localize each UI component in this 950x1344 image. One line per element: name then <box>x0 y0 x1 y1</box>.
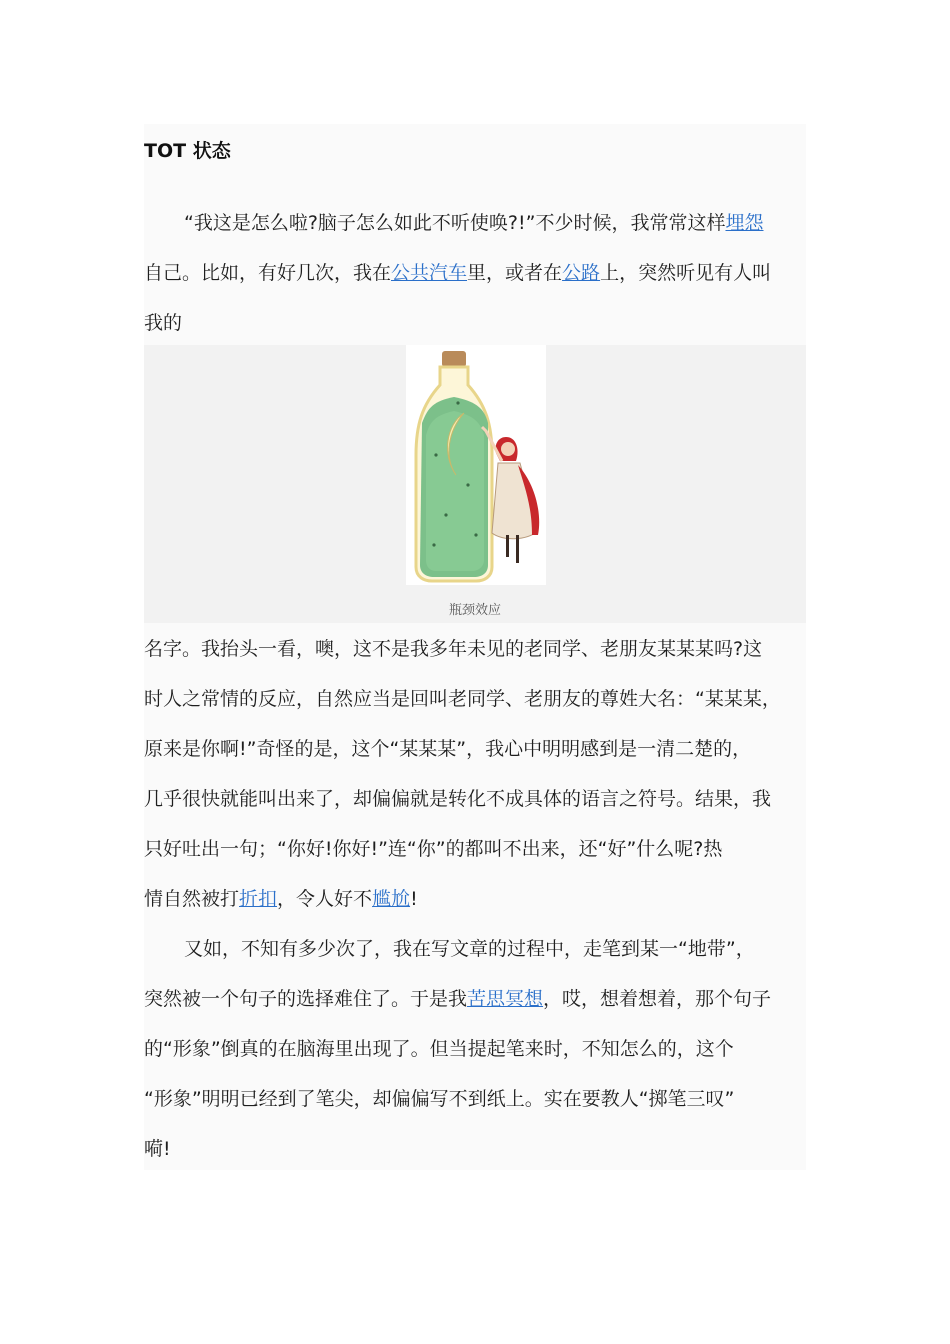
text-line <box>144 974 824 1024</box>
text-line: “形象”明明已经到了笔尖，却偏偏写不到纸上。实在要教人“掷笔三叹” <box>144 1088 735 1110</box>
link-bus[interactable]: 公共汽车 <box>391 262 468 284</box>
text-run: 上，突然听见有人叫 <box>600 262 772 284</box>
text-run: ! <box>410 888 418 910</box>
text-line: 原来是你啊!”奇怪的是，这个“某某某”，我心中明明感到是一清二楚的， <box>144 738 752 760</box>
bottle-illustration <box>406 345 546 585</box>
text-run: 里，或者在 <box>467 262 563 284</box>
text-line: 几乎很快就能叫出来了，却偏偏就是转化不成具体的语言之符号。结果，我 <box>144 788 772 810</box>
text-run: 自己。比如，有好几次，我在 <box>144 262 392 284</box>
text-line <box>144 198 824 248</box>
figure <box>144 345 806 623</box>
text-run: ，哎，想着想着，那个句子 <box>543 988 772 1010</box>
text-line: 嗬! <box>144 1138 171 1160</box>
paragraph-1 <box>144 198 824 348</box>
paragraph-3 <box>144 924 824 1174</box>
text-run: ，令人好不 <box>277 888 373 910</box>
document-page <box>144 124 806 1170</box>
text-line: 时人之常情的反应，自然应当是回叫老同学、老朋友的尊姓大名：“某某某， <box>144 688 781 710</box>
text-line <box>144 874 824 924</box>
text-line: 只好吐出一句；“你好!你好!”连“你”的都叫不出来，还“好”什么呢?热 <box>144 838 723 860</box>
text-run: 突然被一个句子的选择难住了。于是我 <box>144 988 468 1010</box>
text-line: 名字。我抬头一看，噢，这不是我多年未见的老同学、老朋友某某某吗?这 <box>144 638 763 660</box>
figure-caption: 瓶颈效应 <box>448 603 501 618</box>
paragraph-2 <box>144 624 824 924</box>
link-maiyuan[interactable]: 埋怨 <box>725 212 764 234</box>
text-run: 情自然被打 <box>144 888 240 910</box>
link-zhekou[interactable]: 折扣 <box>239 888 278 910</box>
text-line: 的“形象”倒真的在脑海里出现了。但当提起笔来时，不知怎么的，这个 <box>144 1038 734 1060</box>
text-line: 我的 <box>144 312 183 334</box>
text-line <box>144 248 824 298</box>
link-ganga[interactable]: 尴尬 <box>372 888 411 910</box>
link-road[interactable]: 公路 <box>562 262 601 284</box>
text-line: 又如，不知有多少次了，我在写文章的过程中，走笔到某一“地带”， <box>184 938 755 960</box>
section-title: TOT 状态 <box>144 140 231 162</box>
text-run: “我这是怎么啦?脑子怎么如此不听使唤?!”不少时候，我常常这样 <box>184 212 726 234</box>
bottle-girl-image <box>406 345 546 585</box>
link-kusimingxiang[interactable]: 苦思冥想 <box>467 988 544 1010</box>
